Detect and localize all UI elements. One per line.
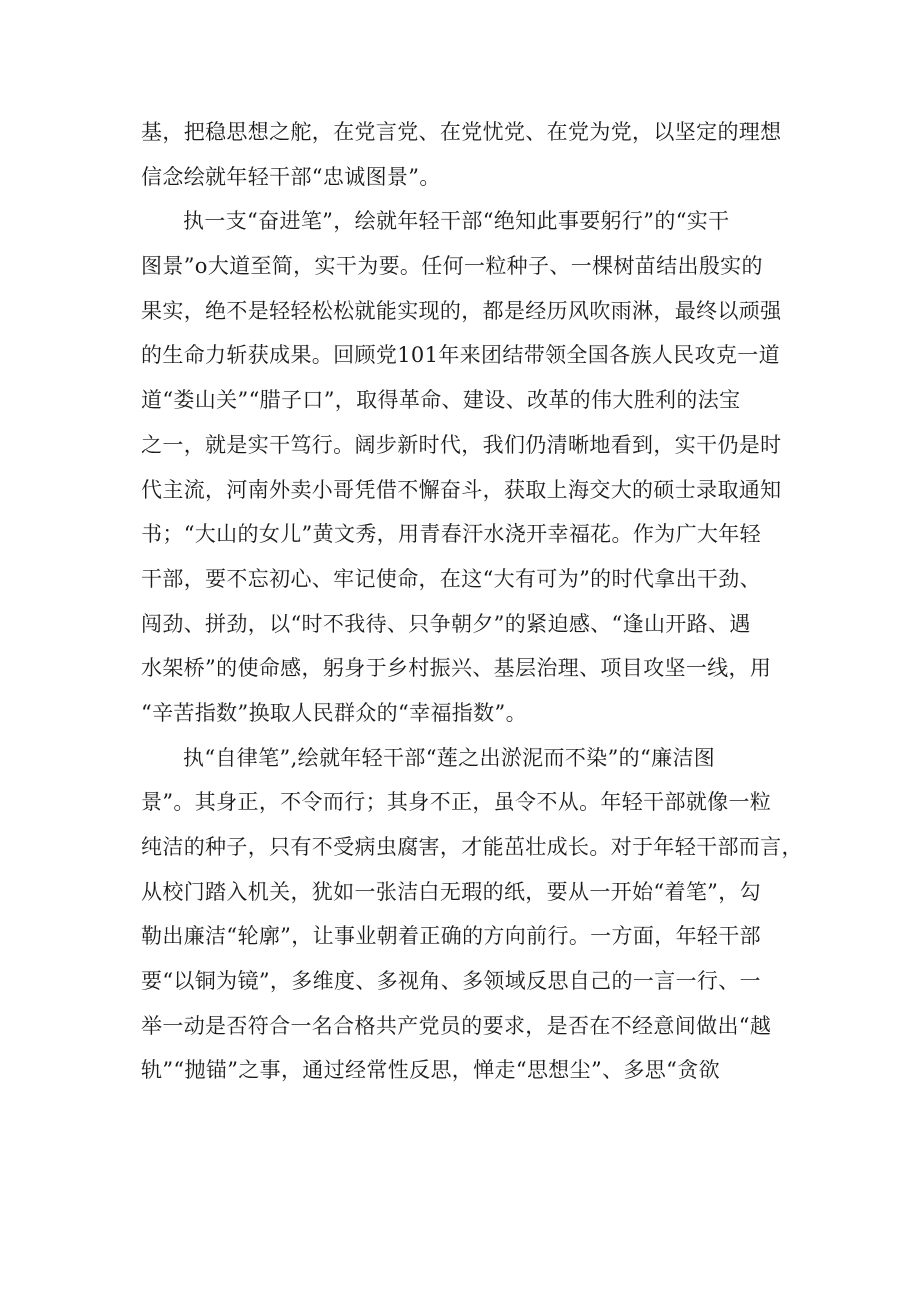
text-line: 干部，要不忘初心、牢记使命，在这“大有可为”的时代拿出干劲、 bbox=[141, 566, 761, 591]
paragraph-2 bbox=[141, 199, 791, 735]
text-line: 闯劲、拼劲，以“时不我待、只争朝夕”的紧迫感、“逢山开路、遇 bbox=[141, 611, 751, 636]
text-line: 代主流，河南外卖小哥凭借不懈奋斗，获取上海交大的硕士录取通知 bbox=[141, 477, 782, 502]
text-line: 举一动是否符合一名合格共产党员的要求，是否在不经意间做出“越 bbox=[141, 1013, 772, 1038]
document-body bbox=[141, 110, 803, 1093]
text-line: “辛苦指数”换取人民群众的“幸福指数”。 bbox=[141, 700, 527, 725]
text-line: 基，把稳思想之舵，在党言党、在党忧党、在党为党，以坚定的理想 bbox=[141, 120, 782, 144]
text-line: 书；“大山的女儿”黄文秀，用青春汗水浇开幸福花。作为广大年轻 bbox=[141, 522, 761, 547]
text-line: 纯洁的种子，只有不受病虫腐害，才能茁壮成长。对于年轻干部而言， bbox=[141, 835, 803, 859]
text-line: 之一，就是实干笃行。阔步新时代，我们仍清晰地看到，实干仍是时 bbox=[141, 432, 782, 457]
paragraph-1 bbox=[141, 110, 791, 199]
text-line: 信念绘就年轻干部“忠诚图景”。 bbox=[141, 164, 441, 189]
text-line: 景”。其身正，不令而行；其身不正，虽令不从。年轻干部就像一粒 bbox=[141, 790, 772, 815]
text-line: 要“以铜为镜”，多维度、多视角、多领域反思自己的一言一行、一 bbox=[141, 969, 761, 994]
text-line: 果实，绝不是轻轻松松就能实现的，都是经历风吹雨淋，最终以顽强 bbox=[141, 298, 782, 323]
text-line: 执一支“奋进笔”，绘就年轻干部“绝知此事要躬行”的“实干 bbox=[183, 209, 730, 234]
paragraph-3 bbox=[141, 736, 803, 1094]
text-line: 水架桥”的使命感，躬身于乡村振兴、基层治理、项目攻坚一线，用 bbox=[141, 656, 772, 681]
text-line: 图景”o大道至简，实干为要。任何一粒种子、一棵树苗结出殷实的 bbox=[141, 254, 763, 279]
text-line: 的生命力斩获成果。回顾党101年来团结带领全国各族人民攻克一道 bbox=[141, 343, 780, 368]
text-line: 道“娄山关”“腊子口”，取得革命、建设、改革的伟大胜利的法宝 bbox=[141, 388, 741, 413]
text-line: 勒出廉洁“轮廓”，让事业朝着正确的方向前行。一方面，年轻干部 bbox=[141, 924, 761, 949]
text-line: 轨”“抛锚”之事，通过经常性反思，惮走“思想尘”、多思“贪欲 bbox=[141, 1058, 720, 1083]
text-line: 执“自律笔”,绘就年轻干部“莲之出淤泥而不染”的“廉洁图 bbox=[183, 745, 716, 770]
text-line: 从校门踏入机关，犹如一张洁白无瑕的纸，要从一开始“着笔”，勾 bbox=[141, 879, 761, 904]
